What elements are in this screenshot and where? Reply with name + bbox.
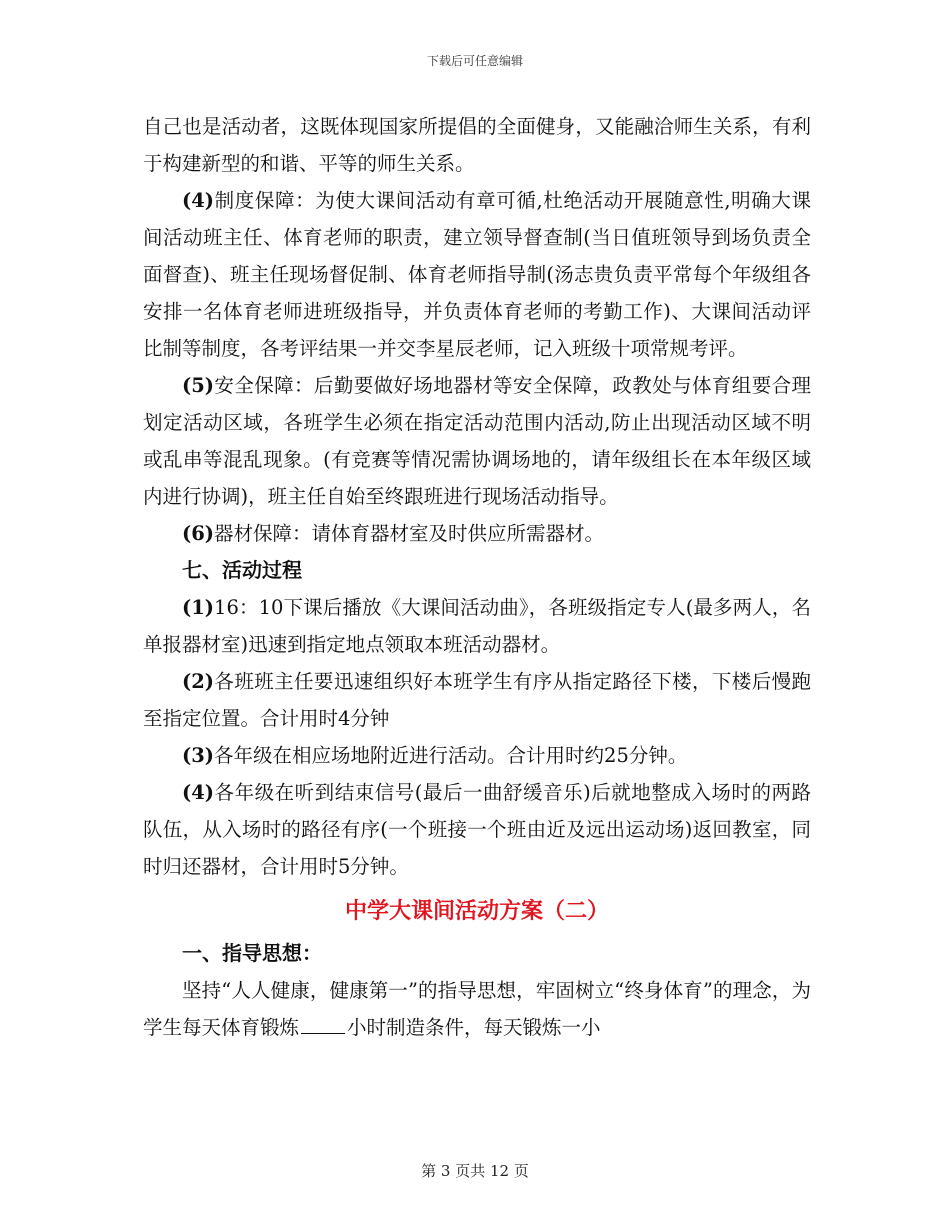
page-header: 下载后可任意编辑 xyxy=(426,54,523,68)
paragraph-continued: 自己也是活动者，这既体现国家所提倡的全面健身，又能融洽师生关系，有利于构建新型的和谐、平等的师生关系。 xyxy=(143,115,811,175)
paragraph-safety-guarantee xyxy=(143,367,811,515)
document-body xyxy=(143,108,811,1046)
paragraph-guiding-thought xyxy=(143,972,811,1046)
process-step-4 xyxy=(143,774,811,885)
paragraph-text: 各班班主任要迅速组织好本班学生有序从指定路径下楼，下楼后慢跑至指定位置。合计用时4分钟 xyxy=(143,670,811,730)
item-number: (2) xyxy=(182,670,215,693)
item-number: (4) xyxy=(182,781,215,804)
document-title-part-two: 中学大课间活动方案（二） xyxy=(344,898,609,924)
paragraph-text: 制度保障：为使大课间活动有章可循,杜绝活动开展随意性,明确大课间活动班主任、体育老师的职责，建立领导督查制(当日值班领导到场负责全面督查)、班主任现场督促制、体育老师指导制(汤志贵负责平常每个年级组各安排一名体育老师进班级指导，并负责体育老师的考勤工作)、大课间活动评比制等制度，各考评结果一并交李星辰老师，记入班级十项常规考评。 xyxy=(143,189,811,360)
item-number: (5) xyxy=(182,374,215,397)
paragraph-text: 16：10下课后播放《大课间活动曲》，各班级指定专人(最多两人，名单报器材室)迅速到指定地点领取本班活动器材。 xyxy=(143,596,811,656)
fill-in-blank xyxy=(301,1015,345,1034)
paragraph-equipment-guarantee xyxy=(143,515,811,552)
process-step-1 xyxy=(143,589,811,663)
paragraph-text: 各年级在听到结束信号(最后一曲舒缓音乐)后就地整成入场时的两路队伍，从入场时的路径有序(一个班接一个班由近及远出运动场)返回教室，同时归还器材，合计用时5分钟。 xyxy=(143,781,811,878)
process-step-2 xyxy=(143,663,811,737)
page-footer: 第 3 页共 12 页 xyxy=(421,1162,529,1180)
item-number: (1) xyxy=(182,596,215,619)
section-heading-guiding-thought: 一、指导思想： xyxy=(182,941,322,965)
paragraph-text: 安全保障：后勤要做好场地器材等安全保障，政教处与体育组要合理划定活动区域，各班学生必须在指定活动范围内活动,防止出现活动区域不明或乱串等混乱现象。(有竞赛等情况需协调场地的，请年级组长在本年级区域内进行协调)，班主任自始至终跟班进行现场活动指导。 xyxy=(143,374,811,508)
paragraph-text: 小时制造条件，每天锻炼一小 xyxy=(347,1016,601,1039)
paragraph-text: 坚持“人人健康，健康第一”的指导思想，牢固树立“终身体育”的理念，为学生每天体育锻炼 xyxy=(143,979,811,1039)
paragraph-text: 各年级在相应场地附近进行活动。合计用时约25分钟。 xyxy=(214,744,688,767)
section-heading-process: 七、活动过程 xyxy=(182,558,302,582)
paragraph-text: 器材保障：请体育器材室及时供应所需器材。 xyxy=(214,522,605,545)
item-number: (6) xyxy=(182,522,215,545)
item-number: (4) xyxy=(182,189,215,212)
process-step-3 xyxy=(143,737,811,774)
item-number: (3) xyxy=(182,744,215,767)
paragraph-system-guarantee xyxy=(143,182,811,367)
